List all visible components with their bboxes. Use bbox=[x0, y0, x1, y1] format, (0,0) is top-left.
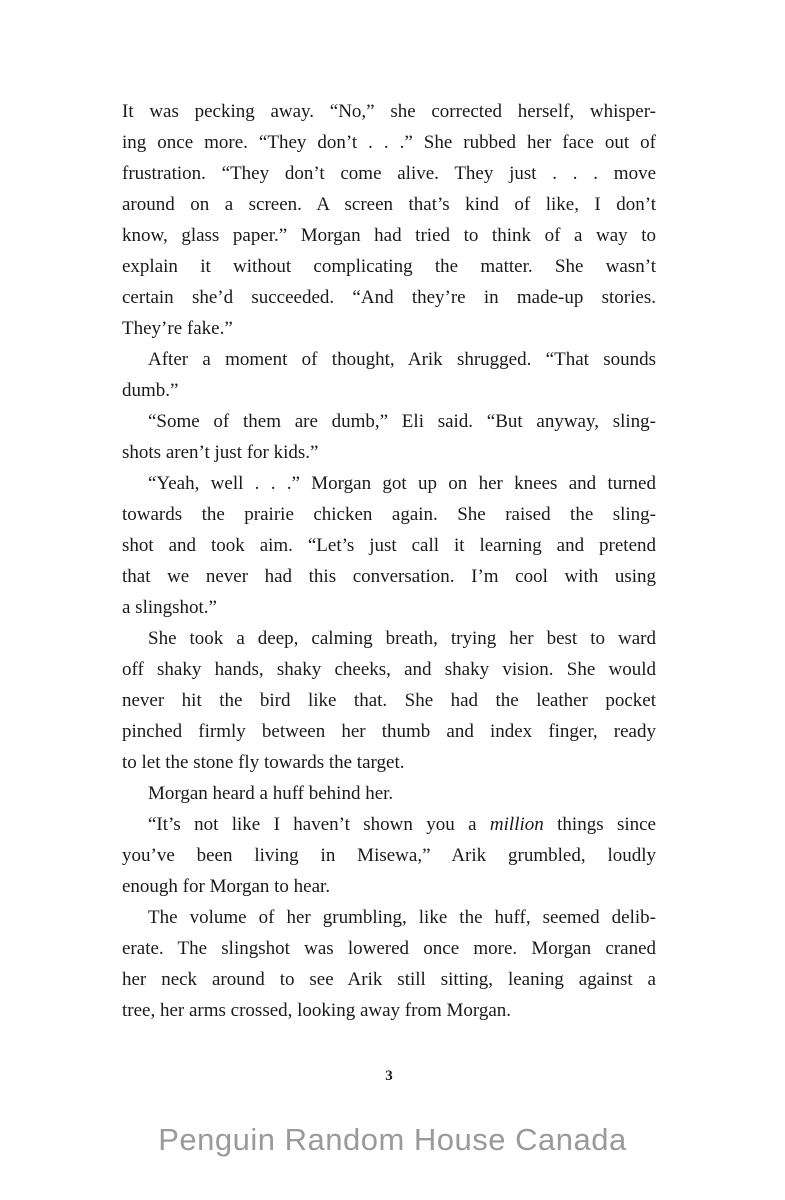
paragraph bbox=[122, 809, 656, 902]
text-line: tree, her arms crossed, looking away from Morgan. bbox=[122, 1000, 512, 1021]
paragraph bbox=[122, 778, 656, 809]
text-line: shot and took aim. “Let’s just call it learning and pretend bbox=[122, 535, 656, 556]
text-line: certain she’d succeeded. “And they’re in made-up stories. bbox=[122, 287, 656, 308]
text-line: ing once more. “They don’t . . .” She rubbed her face out of bbox=[122, 132, 656, 153]
text-line: explain it without complicating the matter. She wasn’t bbox=[122, 256, 656, 277]
text-line: “It’s not like I haven’t shown you a million things since bbox=[148, 814, 656, 835]
text-line: that we never had this conversation. I’m cool with using bbox=[122, 566, 656, 587]
text-line: The volume of her grumbling, like the huff, seemed delib- bbox=[148, 907, 656, 928]
paragraph bbox=[122, 406, 656, 468]
text-line: a slingshot.” bbox=[122, 597, 217, 618]
text-line: erate. The slingshot was lowered once more. Morgan craned bbox=[122, 938, 656, 959]
text-line: After a moment of thought, Arik shrugged. “That sounds bbox=[148, 349, 656, 370]
text-line: pinched firmly between her thumb and index finger, ready bbox=[122, 721, 656, 742]
text-line: frustration. “They don’t come alive. They just . . . move bbox=[122, 163, 656, 184]
text-line: dumb.” bbox=[122, 380, 179, 401]
text-line: “Some of them are dumb,” Eli said. “But anyway, sling- bbox=[148, 411, 656, 432]
text-line: never hit the bird like that. She had the leather pocket bbox=[122, 690, 656, 711]
text-line: shots aren’t just for kids.” bbox=[122, 442, 319, 463]
text-line: to let the stone fly towards the target. bbox=[122, 752, 405, 773]
text-line: Morgan heard a huff behind her. bbox=[148, 783, 394, 804]
text-line: around on a screen. A screen that’s kind of like, I don’t bbox=[122, 194, 656, 215]
text-line: know, glass paper.” Morgan had tried to think of a way to bbox=[122, 225, 656, 246]
text-line: She took a deep, calming breath, trying her best to ward bbox=[148, 628, 656, 649]
paragraph bbox=[122, 96, 656, 344]
text-line: “Yeah, well . . .” Morgan got up on her knees and turned bbox=[148, 473, 656, 494]
paragraph bbox=[122, 902, 656, 1026]
text-block bbox=[122, 96, 656, 1026]
text-line: It was pecking away. “No,” she corrected herself, whisper- bbox=[122, 101, 656, 122]
text-line: They’re fake.” bbox=[122, 318, 233, 339]
text-line: off shaky hands, shaky cheeks, and shaky vision. She would bbox=[122, 659, 656, 680]
text-line: enough for Morgan to hear. bbox=[122, 876, 331, 897]
paragraph bbox=[122, 623, 656, 778]
text-line: her neck around to see Arik still sitting, leaning against a bbox=[122, 969, 656, 990]
paragraph bbox=[122, 344, 656, 406]
text-line: you’ve been living in Misewa,” Arik grumbled, loudly bbox=[122, 845, 656, 866]
publisher-watermark: Penguin Random House Canada bbox=[158, 1122, 627, 1157]
paragraph bbox=[122, 468, 656, 623]
text-line: towards the prairie chicken again. She raised the sling- bbox=[122, 504, 656, 525]
page-number: 3 bbox=[385, 1068, 393, 1084]
